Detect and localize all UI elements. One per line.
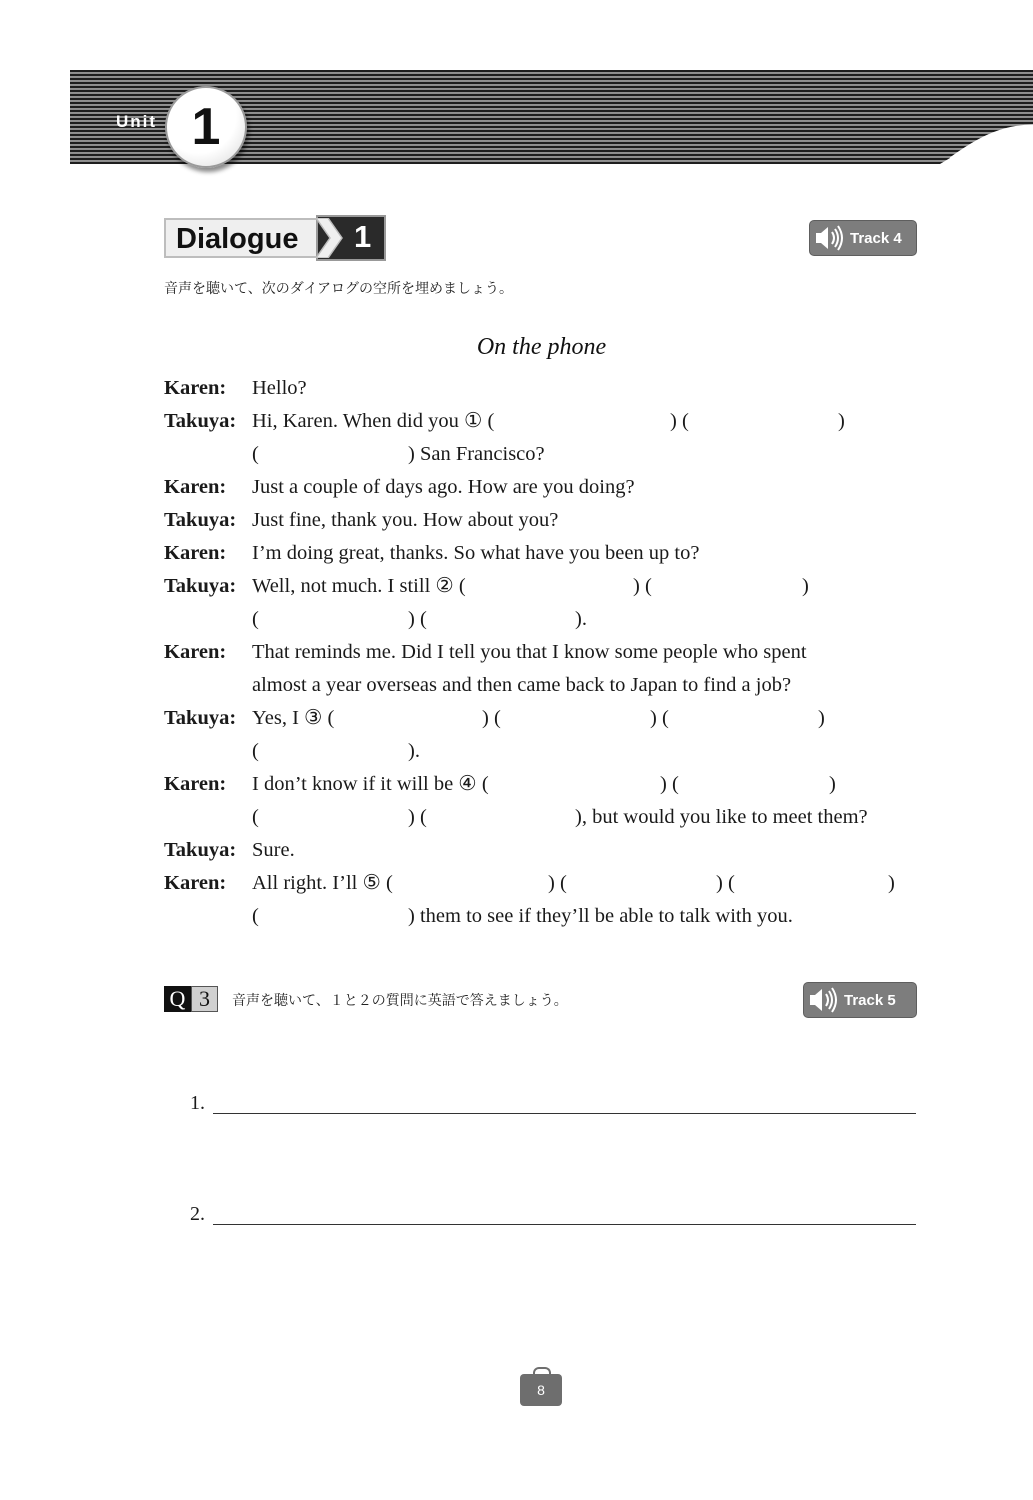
dialogue-heading <box>164 215 386 261</box>
dialogue-text-after-blank: ) San Francisco? <box>408 443 545 465</box>
q3-letter: Q <box>164 986 191 1012</box>
answer-2-line[interactable] <box>213 1224 916 1225</box>
q3-number: 3 <box>191 986 218 1012</box>
track-label: Track 5 <box>844 991 896 1009</box>
dialogue-text: Just a couple of days ago. How are you doing? <box>252 476 635 498</box>
speaker-name: Takuya: <box>164 839 237 861</box>
dialogue-label: Dialogue <box>164 218 324 258</box>
speaker-name: Takuya: <box>164 410 237 432</box>
speaker-name: Karen: <box>164 542 227 564</box>
dialogue-text: almost a year overseas and then came back to Japan to find a job? <box>252 674 792 696</box>
dialogue-text-after-blank: ) ( <box>716 872 735 894</box>
track-label: Track 4 <box>850 229 902 247</box>
answer-1-label: 1. <box>190 1092 205 1114</box>
speaker-name: Takuya: <box>164 509 237 531</box>
dialogue-text: ( <box>252 806 259 828</box>
speaker-name: Karen: <box>164 773 227 795</box>
speaker-name: Karen: <box>164 377 227 399</box>
dialogue-text: That reminds me. Did I tell you that I know some people who spent <box>252 641 807 663</box>
answer-1-line[interactable] <box>213 1113 916 1114</box>
q3-badge <box>164 986 218 1012</box>
unit-number-badge: 1 <box>165 86 247 168</box>
dialogue-text: All right. I’ll ⑤ ( <box>252 872 393 894</box>
dialogue-text-after-blank: ) <box>829 773 836 795</box>
speaker-name: Takuya: <box>164 707 237 729</box>
dialogue-text: Hello? <box>252 377 307 399</box>
dialogue-text: ( <box>252 443 259 465</box>
dialogue-text-after-blank: ) ( <box>670 410 689 432</box>
unit-label: Unit <box>116 112 158 131</box>
speaker-name: Karen: <box>164 641 227 663</box>
dialogue-title: On the phone <box>476 334 607 360</box>
track-4-button[interactable] <box>809 220 917 256</box>
dialogue-text-after-blank: ) ( <box>408 608 427 630</box>
dialogue-text-after-blank: ) ( <box>482 707 501 729</box>
dialogue-instruction: 音声を聴いて、次のダイアログの空所を埋めましょう。 <box>164 281 514 297</box>
dialogue-text-after-blank: ). <box>408 740 420 762</box>
dialogue-text-after-blank: ) them to see if they’ll be able to talk with you. <box>408 905 793 927</box>
speaker-name: Takuya: <box>164 575 237 597</box>
dialogue-text: Well, not much. I still ② ( <box>252 575 466 597</box>
dialogue-text-after-blank: ) ( <box>633 575 652 597</box>
dialogue-text-after-blank: ), but would you like to meet them? <box>575 806 868 828</box>
dialogue-text-after-blank: ) <box>802 575 809 597</box>
track-5-button[interactable] <box>803 982 917 1018</box>
dialogue-text: I don’t know if it will be ④ ( <box>252 773 489 795</box>
dialogue-number: 1 <box>354 219 372 254</box>
dialogue-text-after-blank: ). <box>575 608 587 630</box>
speaker-name: Karen: <box>164 476 227 498</box>
dialogue-text-after-blank: ) <box>818 707 825 729</box>
dialogue-text: Hi, Karen. When did you ① ( <box>252 410 495 432</box>
dialogue-text: ( <box>252 608 259 630</box>
speaker-name: Karen: <box>164 872 227 894</box>
dialogue-text: ( <box>252 740 259 762</box>
answer-2-label: 2. <box>190 1203 205 1225</box>
chevron-right-icon <box>314 218 344 258</box>
dialogue-text-after-blank: ) ( <box>650 707 669 729</box>
speaker-icon <box>808 987 840 1013</box>
dialogue-text: ( <box>252 905 259 927</box>
dialogue-text-after-blank: ) ( <box>408 806 427 828</box>
dialogue-text-after-blank: ) ( <box>660 773 679 795</box>
dialogue-text: Yes, I ③ ( <box>252 707 335 729</box>
page-number: 8 <box>520 1374 562 1406</box>
dialogue-text-after-blank: ) ( <box>548 872 567 894</box>
dialogue-text: Just fine, thank you. How about you? <box>252 509 559 531</box>
speaker-icon <box>814 225 846 251</box>
q3-instruction: 音声を聴いて、１と２の質問に英語で答えましょう。 <box>232 993 568 1009</box>
dialogue-text-after-blank: ) <box>888 872 895 894</box>
dialogue-text: Sure. <box>252 839 295 861</box>
dialogue-text: I’m doing great, thanks. So what have you been up to? <box>252 542 700 564</box>
dialogue-text-after-blank: ) <box>838 410 845 432</box>
